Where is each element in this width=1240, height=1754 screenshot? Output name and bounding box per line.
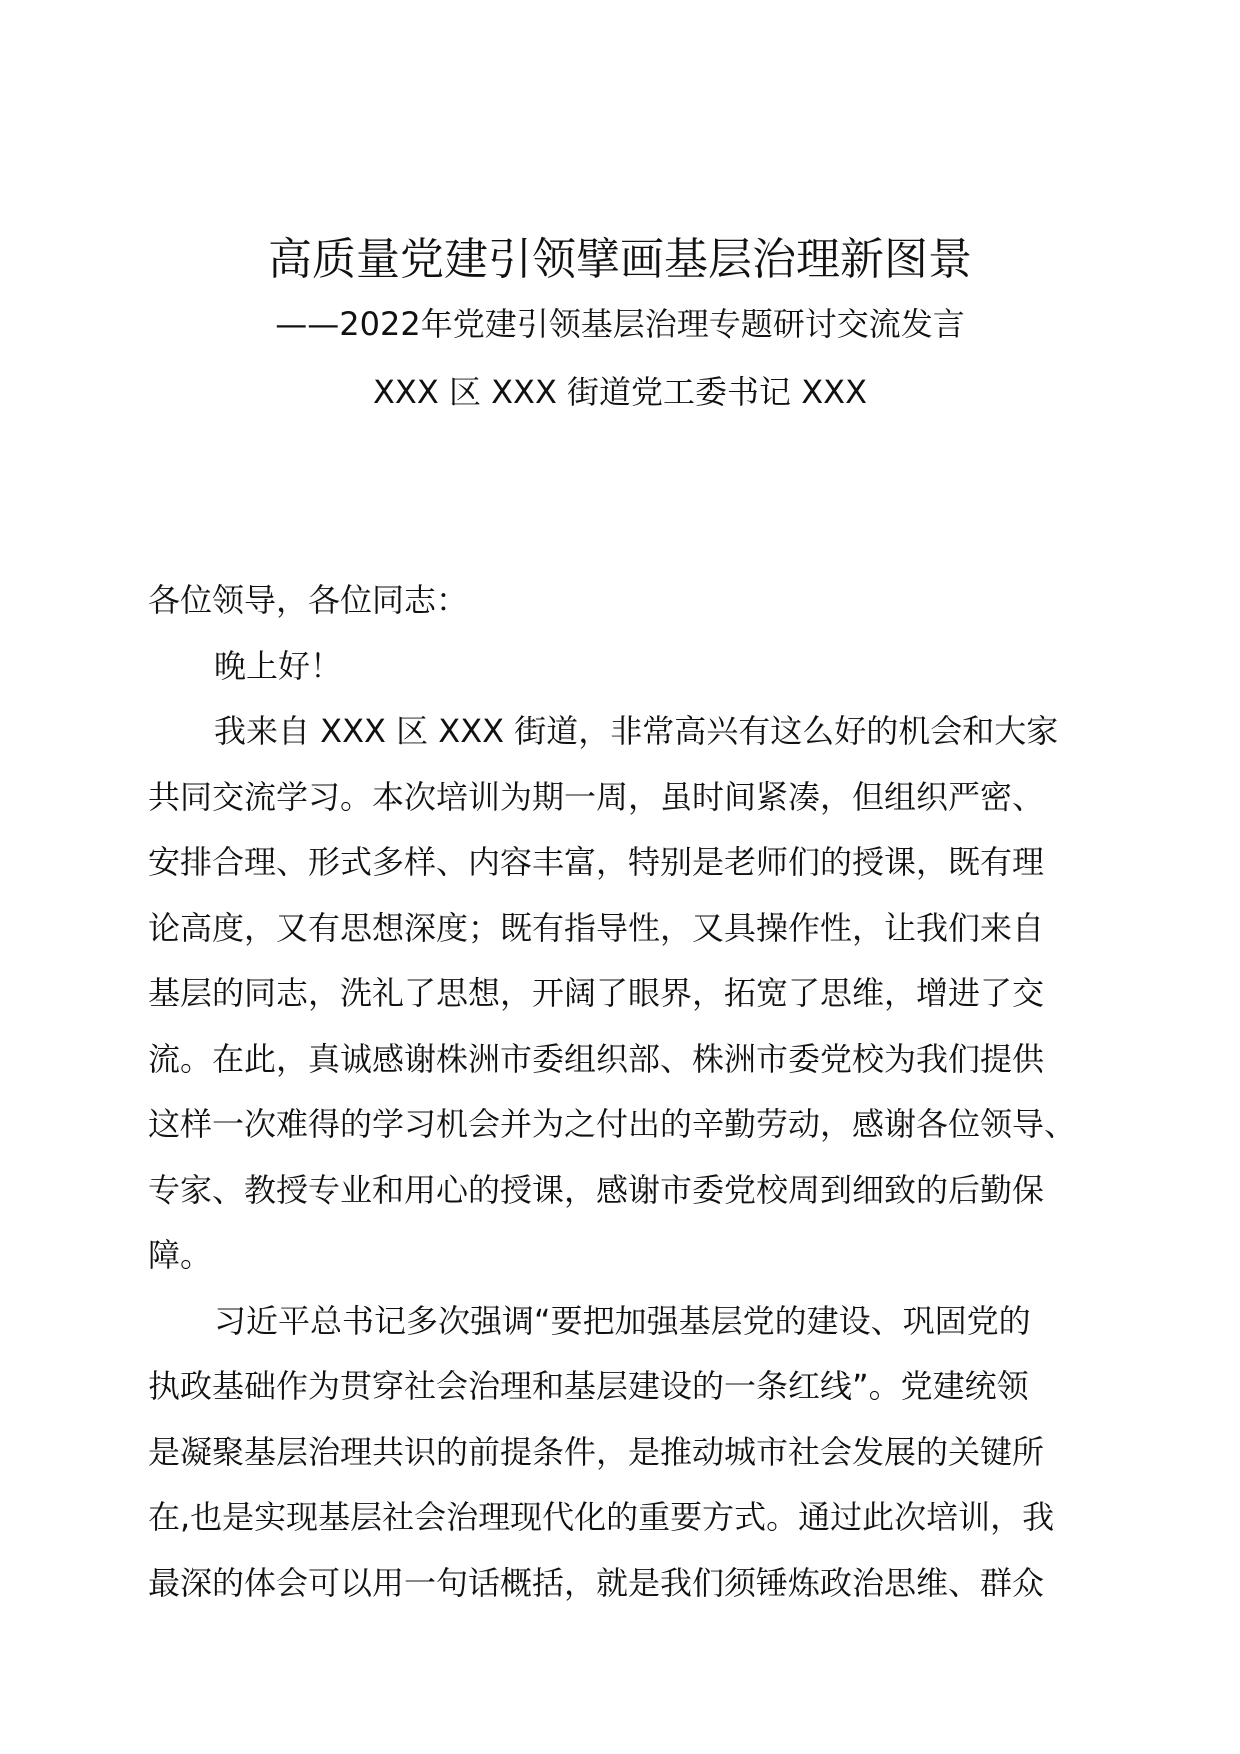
- document-author: XXX 区 XXX 街道党工委书记 XXX: [373, 373, 867, 411]
- paragraph-line: 流。在此，真诚感谢株洲市委组织部、株洲市委党校为我们提供: [148, 1039, 1045, 1078]
- document-title: 高质量党建引领擘画基层治理新图景: [268, 234, 972, 285]
- paragraph-line: 执政基础作为贯穿社会治理和基层建设的一条红线”。党建统领: [148, 1367, 1029, 1405]
- paragraph-line: 习近平总书记多次强调“要把加强基层党的建设、巩固党的: [214, 1301, 1031, 1340]
- paragraph-line: 这样一次难得的学习机会并为之付出的辛勤劳动，感谢各位领导、: [148, 1105, 1077, 1143]
- paragraph-line: 共同交流学习。本次培训为期一周，虽时间紧凑，但组织严密、: [148, 777, 1045, 816]
- paragraph-line: 是凝聚基层治理共识的前提条件，是推动城市社会发展的关键所: [148, 1432, 1045, 1471]
- document-subtitle: ——2022年党建引领基层治理专题研讨交流发言: [275, 305, 965, 343]
- paragraph-line: 在,也是实现基层社会治理现代化的重要方式。通过此次培训，我: [148, 1498, 1055, 1536]
- paragraph-line: 安排合理、形式多样、内容丰富，特别是老师们的授课，既有理: [148, 843, 1045, 881]
- document-body: [148, 568, 1108, 1616]
- paragraph-line: 专家、教授专业和用心的授课，感谢市委党校周到细致的后勤保: [148, 1170, 1045, 1209]
- paragraph-line: 论高度，又有思想深度；既有指导性，又具操作性，让我们来自: [148, 908, 1045, 947]
- paragraph-line: 基层的同志，洗礼了思想，开阔了眼界，拓宽了思维，增进了交: [148, 974, 1045, 1012]
- greeting-line: 晚上好！: [214, 646, 343, 685]
- paragraph-line: 障。: [148, 1236, 213, 1274]
- salutation-line: 各位领导，各位同志：: [148, 581, 469, 619]
- paragraph-line: 最深的体会可以用一句话概括，就是我们须锤炼政治思维、群众: [148, 1563, 1045, 1602]
- paragraph-line: 我来自 XXX 区 XXX 街道，非常高兴有这么好的机会和大家: [214, 712, 1059, 750]
